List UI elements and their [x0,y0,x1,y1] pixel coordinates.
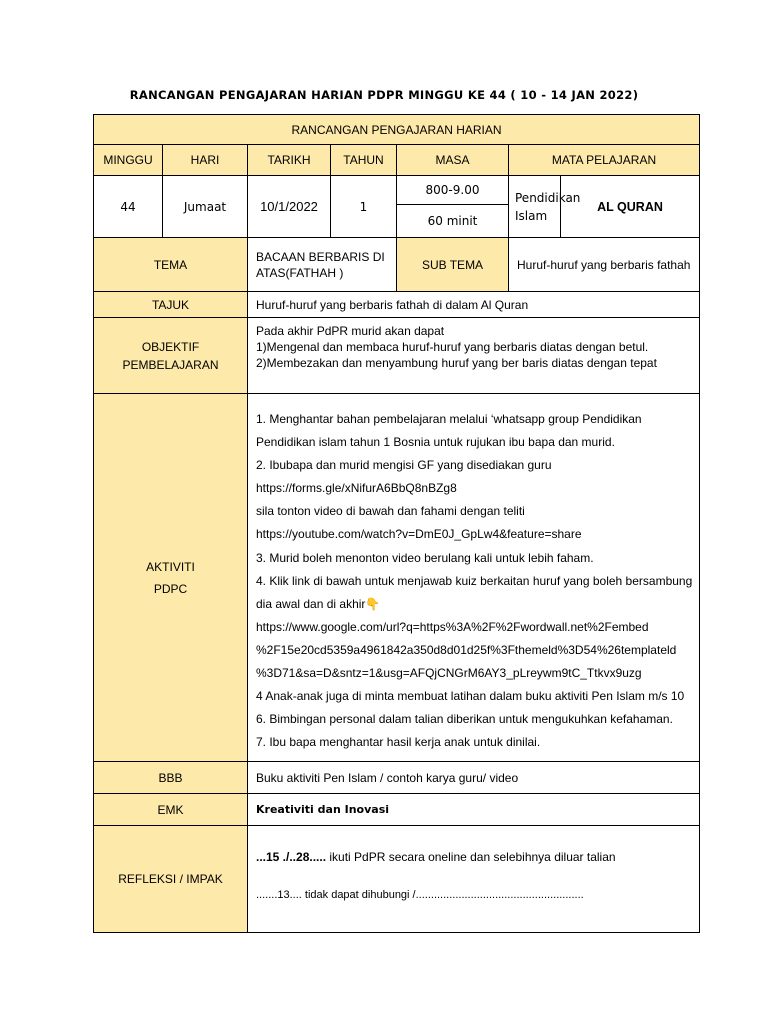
refleksi-label: REFLEKSI / IMPAK [94,826,248,933]
document-title: RANCANGAN PENGAJARAN HARIAN PDPR MINGGU KE 44 ( 10 - 14 JAN 2022) [129,88,639,102]
objektif-content [248,318,700,394]
value-hari: Jumaat [163,176,248,238]
objektif-label [94,318,248,394]
tema-value: BACAAN BERBARIS DI ATAS(FATHAH ) [248,238,397,292]
aktiviti-line: sila tonton video di bawah dan fahami dengan teliti [256,504,525,519]
header-tarikh: TARIKH [248,145,331,176]
aktiviti-line: 7. Ibu bapa menghantar hasil kerja anak untuk dinilai. [256,735,541,750]
value-subject-area: Pendidikan Islam [509,176,561,238]
aktiviti-line: 2. Ibubapa dan murid mengisi GF yang disediakan guru [256,458,552,473]
aktiviti-label-line1: AKTIVITI [146,559,195,574]
tema-label: TEMA [94,238,248,292]
header-minggu: MINGGU [94,145,163,176]
refleksi-content [248,826,700,933]
refleksi-line2: .......13.... tidak dapat dihubungi /....................................................... [256,889,584,901]
aktiviti-link[interactable]: %3D71&sa=D&sntz=1&usg=AFQjCNGrM6AY3_pLreywm9tC_Ttkvx9uzg [256,666,642,681]
emk-label: EMK [94,794,248,826]
aktiviti-label-line2: PDPC [153,581,188,596]
objektif-line: 1)Mengenal dan membaca huruf-huruf yang berbaris diatas dengan betul. [256,340,649,354]
value-tahun: 1 [331,176,397,238]
aktiviti-link[interactable]: %2F15e20cd5359a4961842a350d8d01d25f%3Fthemeld%3D54%26templateld [256,642,677,657]
objektif-line: Pada akhir PdPR murid akan dapat [256,324,445,338]
value-masa-duration: 60 minit [397,205,509,238]
value-tarikh: 10/1/2022 [248,176,331,238]
header-tahun: TAHUN [331,145,397,176]
objektif-label-line1: OBJEKTIF [141,339,200,354]
aktiviti-content [248,394,700,762]
bbb-label: BBB [94,762,248,794]
aktiviti-link[interactable]: https://youtube.com/watch?v=DmE0J_GpLw4&feature=share [256,527,582,542]
aktiviti-line: 6. Bimbingan personal dalam talian diberikan untuk mengukuhkan kefahaman. [256,712,673,727]
aktiviti-label [94,394,248,762]
aktiviti-line: 4 Anak-anak juga di minta membuat latihan dalam buku aktiviti Pen Islam m/s 10 [256,689,685,704]
aktiviti-line: Pendidikan islam tahun 1 Bosnia untuk rujukan ibu bapa dan murid. [256,435,615,450]
sub-tema-value: Huruf-huruf yang berbaris fathah [509,238,700,292]
header-mata-pelajaran: MATA PELAJARAN [509,145,700,176]
bbb-value: Buku aktiviti Pen Islam / contoh karya guru/ video [248,762,700,794]
aktiviti-link[interactable]: https://www.google.com/url?q=https%3A%2F%2Fwordwall.net%2Fembed [256,619,649,634]
refleksi-count-attended: ...15 ./..28..... [256,850,327,864]
emk-value: Kreativiti dan Inovasi [248,794,700,826]
tajuk-value: Huruf-huruf yang berbaris fathah di dalam Al Quran [248,292,700,318]
objektif-line: 2)Membezakan dan menyambung huruf yang ber baris diatas dengan tepat [256,356,657,370]
table-title: RANCANGAN PENGAJARAN HARIAN [94,115,700,145]
sub-tema-label: SUB TEMA [397,238,509,292]
value-minggu: 44 [94,176,163,238]
value-masa-time: 800-9.00 [397,176,509,205]
aktiviti-line: 1. Menghantar bahan pembelajaran melalui ‘whatsapp group Pendidikan [256,412,642,426]
objektif-label-line2: PEMBELAJARAN [122,357,219,372]
header-hari: HARI [163,145,248,176]
aktiviti-link[interactable]: https://forms.gle/xNifurA6BbQ8nBZg8 [256,481,457,496]
value-subject: AL QURAN [561,176,700,238]
aktiviti-line: 4. Klik link di bawah untuk menjawab kuiz berkaitan huruf yang boleh bersambung [256,573,693,588]
lesson-plan-table [93,114,700,933]
refleksi-line1: ikuti PdPR secara oneline dan selebihnya diluar talian [326,850,616,864]
aktiviti-line: dia awal dan di akhir👇 [256,596,381,611]
aktiviti-line: 3. Murid boleh menonton video berulang kali untuk lebih faham. [256,550,594,565]
tajuk-label: TAJUK [94,292,248,318]
header-masa: MASA [397,145,509,176]
